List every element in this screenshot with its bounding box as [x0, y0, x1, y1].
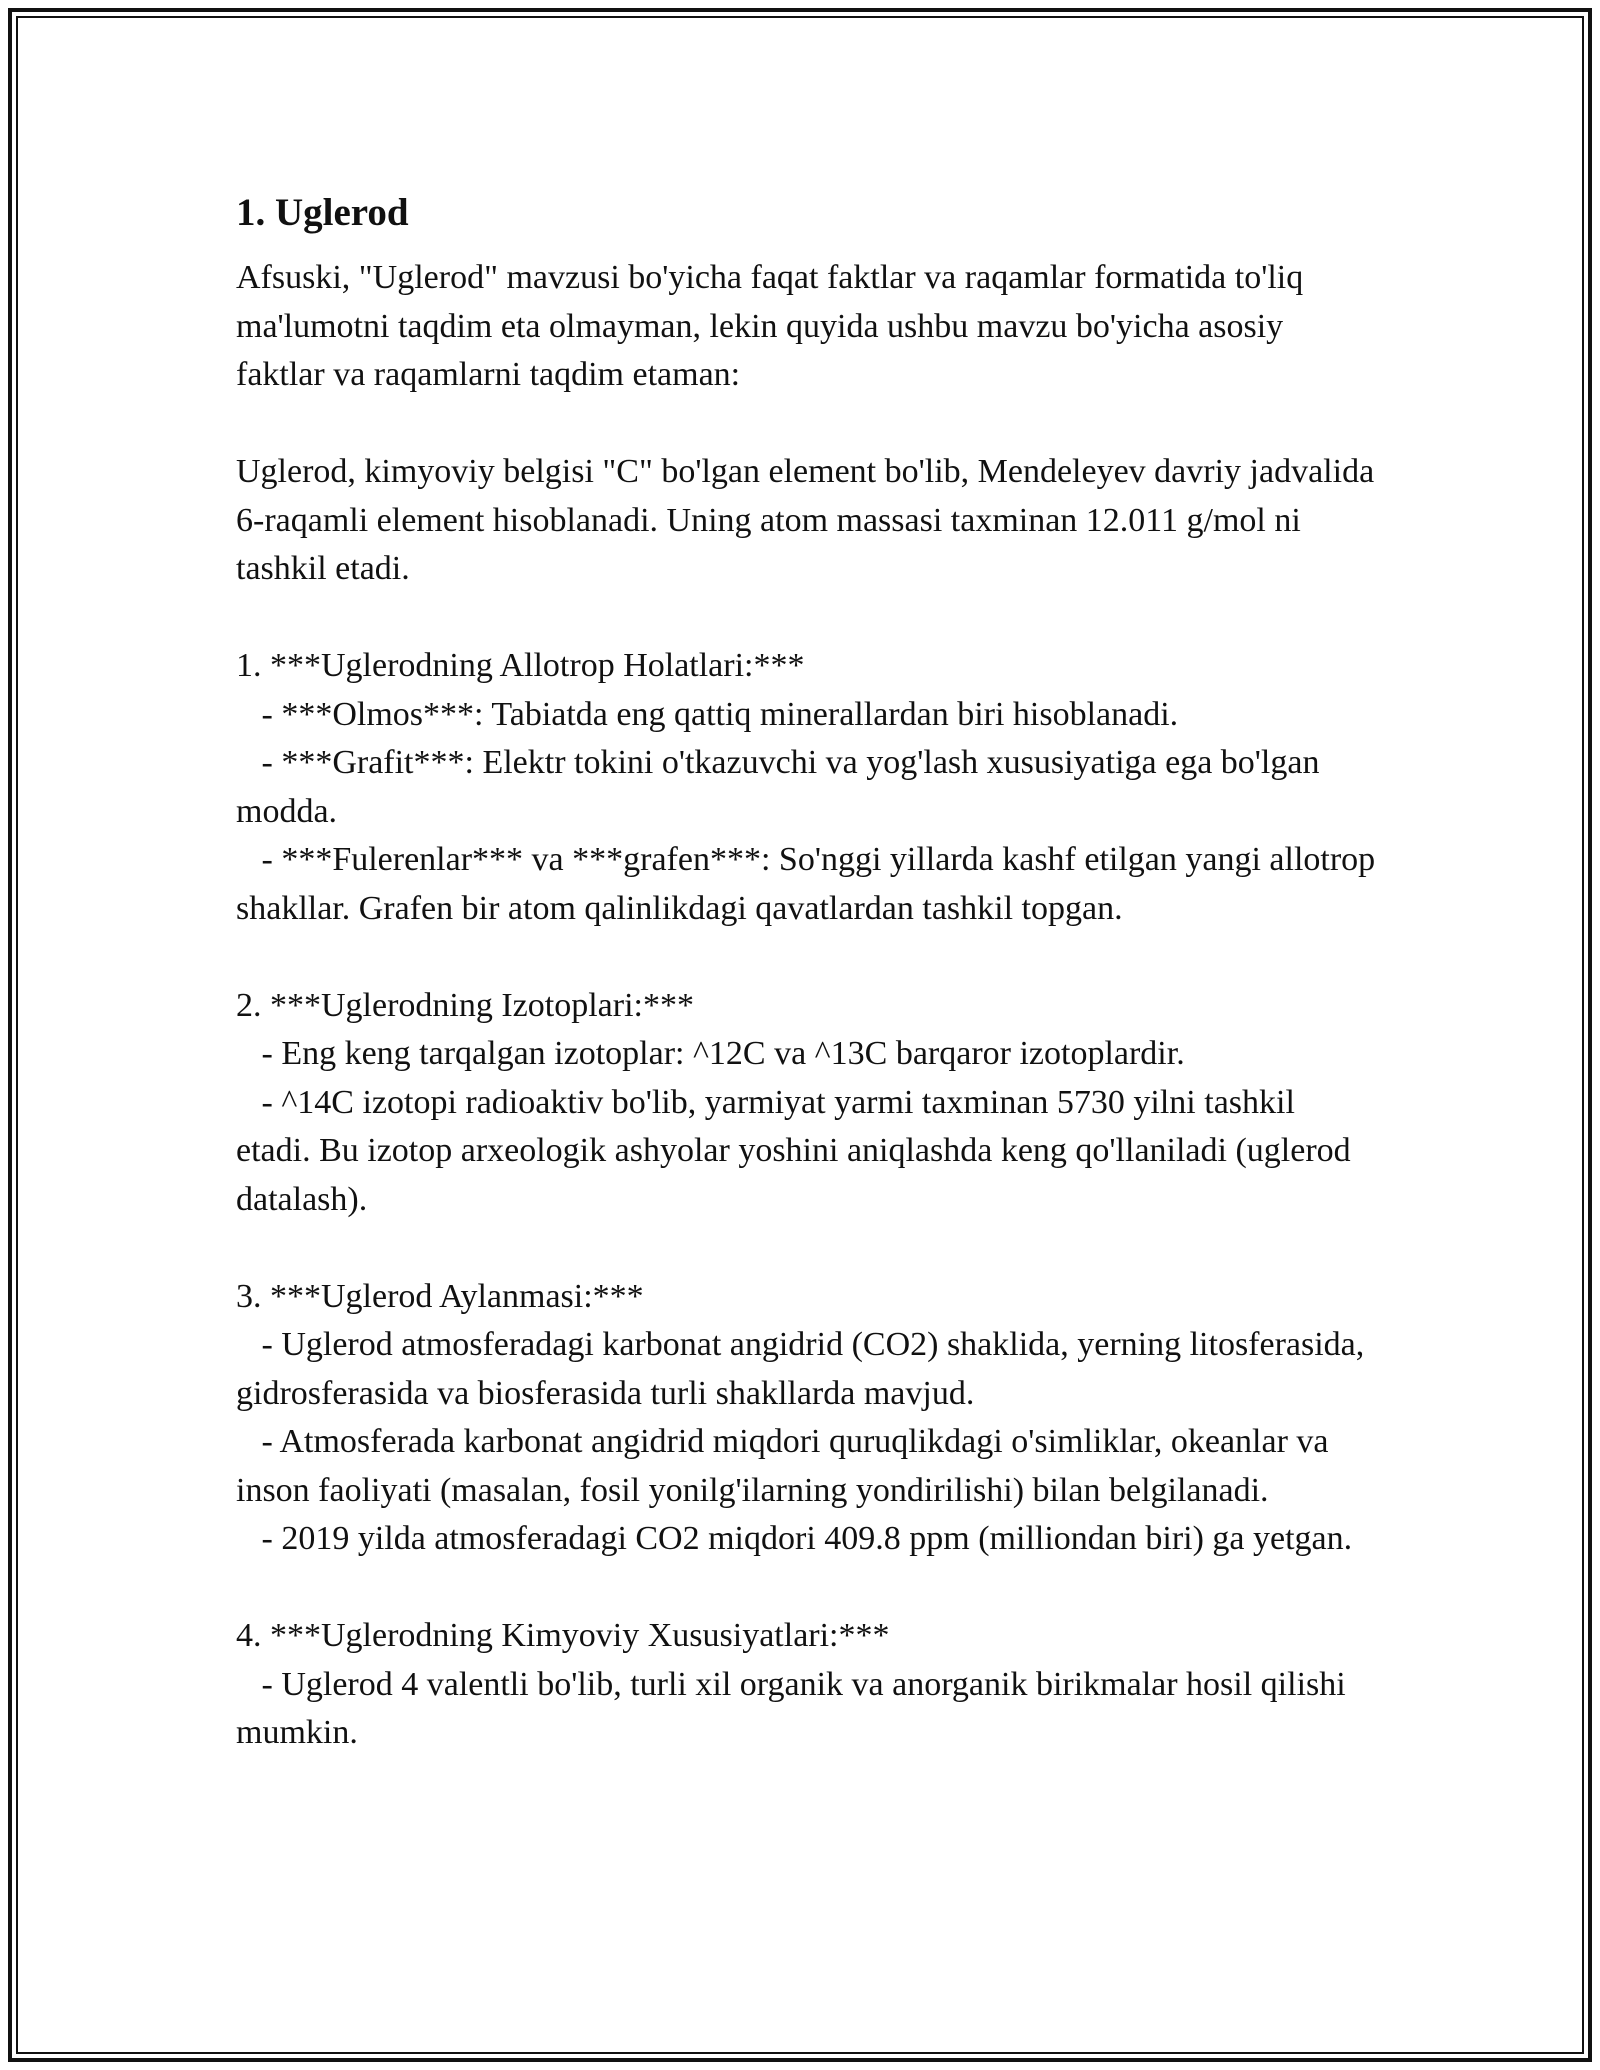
list-item: - ***Olmos***: Tabiatda eng qattiq minerallardan biri hisoblanadi.	[261, 695, 1179, 733]
document-body	[236, 188, 1384, 1806]
section-isotopes	[236, 982, 1376, 1225]
list-item: - Eng keng tarqalgan izotoplar: ^12C va ^13C barqaror izotoplardir.	[261, 1035, 1185, 1072]
intro-paragraph: Afsuski, "Uglerod" mavzusi bo'yicha faqat faktlar va raqamlar formatida to'liq ma'lumotni taqdim eta olmayman, lekin quyida ushbu mavzu bo'yicha asosiy faktlar va raqamlarni taqdim etaman:	[236, 259, 1312, 393]
list-item: - 2019 yilda atmosferadagi CO2 miqdori 409.8 ppm (milliondan biri) ga yetgan.	[261, 1520, 1353, 1557]
section-heading: 3. ***Uglerod Aylanmasi:***	[236, 1277, 644, 1315]
list-item: - Uglerod 4 valentli bo'lib, turli xil organik va anorganik birikmalar hosil qilishi mumkin.	[236, 1665, 1355, 1751]
section-heading: 2. ***Uglerodning Izotoplari:***	[236, 986, 694, 1024]
document-title: 1. Uglerod	[236, 191, 409, 234]
list-item: - Uglerod atmosferadagi karbonat angidrid (CO2) shaklida, yerning litosferasida, gidrosferasida va biosferasida turli shakllarda mavjud.	[236, 1326, 1373, 1412]
section-heading: 1. ***Uglerodning Allotrop Holatlari:***	[236, 647, 805, 684]
list-item: - ***Fulerenlar*** va ***grafen***: So'nggi yillarda kashf etilgan yangi allotrop shakllar. Grafen bir atom qalinlikdagi qavatlardan tashkil topgan.	[236, 841, 1384, 927]
section-carbon-cycle	[236, 1273, 1376, 1564]
overview-paragraph: Uglerod, kimyoviy belgisi "C" bo'lgan element bo'lib, Mendeleyev davriy jadvalida 6-raqamli element hisoblanadi. Uning atom massasi taxminan 12.011 g/mol ni tashkil etadi.	[236, 453, 1383, 587]
list-item: - ***Grafit***: Elektr tokini o'tkazuvchi va yog'lash xususiyatiga ega bo'lgan modda.	[236, 744, 1328, 830]
section-chemical-properties	[236, 1612, 1376, 1758]
list-item: - Atmosferada karbonat angidrid miqdori quruqlikdagi o'simliklar, okeanlar va inson faoliyati (masalan, fosil yonilg'ilarning yondirilishi) bilan belgilanadi.	[236, 1423, 1337, 1509]
list-item: - ^14C izotopi radioaktiv bo'lib, yarmiyat yarmi taxminan 5730 yilni tashkil etadi. Bu izotop arxeologik ashyolar yoshini aniqlashda keng qo'llaniladi (uglerod datalash).	[236, 1083, 1360, 1218]
section-allotropes	[236, 642, 1384, 933]
section-heading: 4. ***Uglerodning Kimyoviy Xususiyatlari:***	[236, 1617, 890, 1654]
